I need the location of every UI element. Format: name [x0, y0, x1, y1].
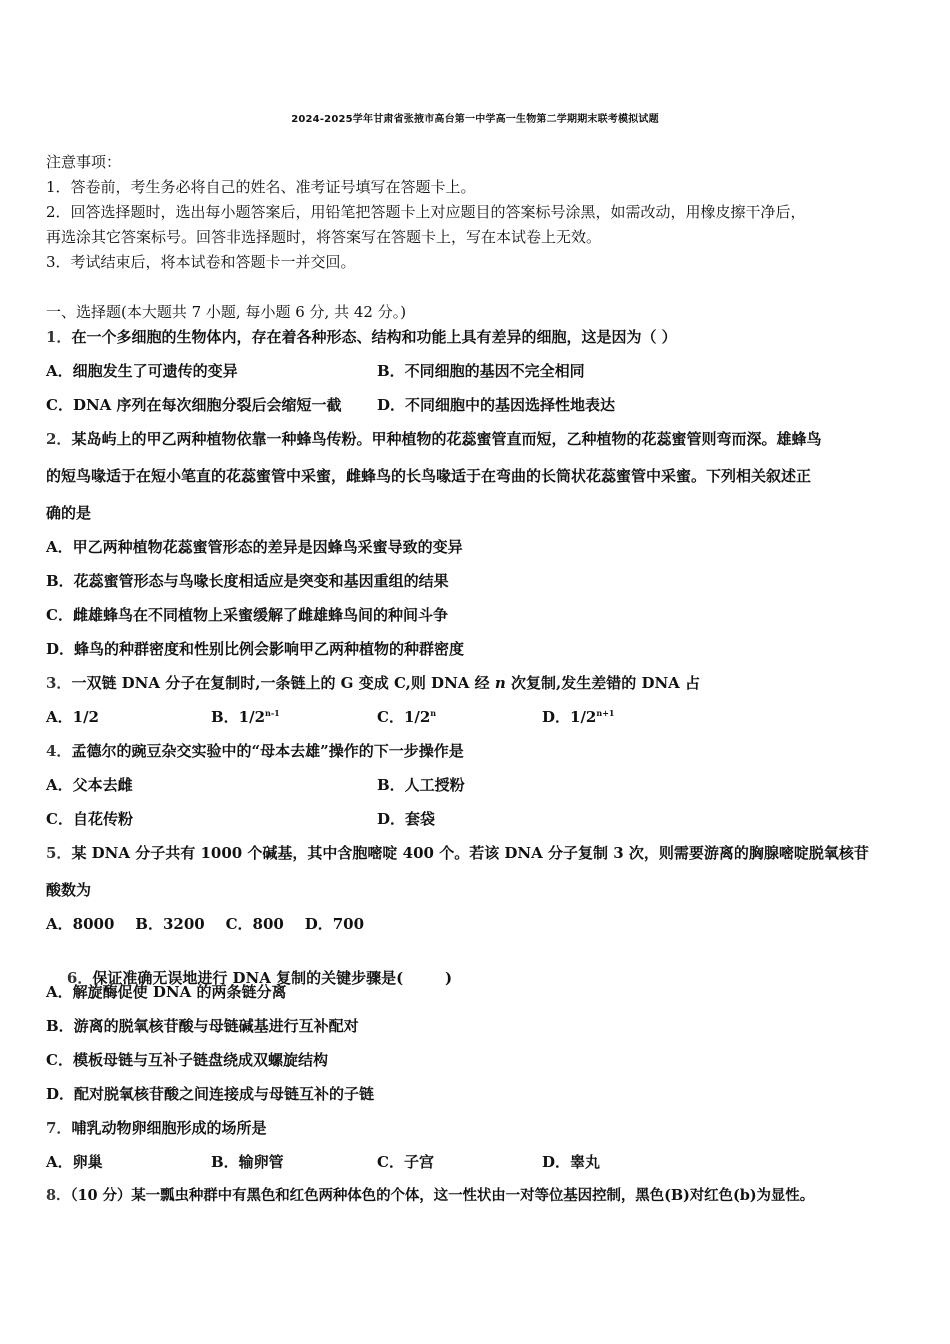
- question-stem: 在一个多细胞的生物体内，存在着各种形态、结构和功能上具有差异的细胞，这是因为（ ）: [71, 328, 677, 346]
- option-text: C．1/2: [377, 708, 431, 726]
- question-number: 6．: [66, 969, 93, 987]
- question-number: 1．: [46, 328, 72, 346]
- question-number: 8．: [46, 1187, 71, 1204]
- option-b: B．人工授粉: [377, 776, 465, 794]
- question-3: [46, 673, 700, 693]
- option-b: B．不同细胞的基因不完全相同: [377, 362, 585, 380]
- question-stem: 保证准确无误地进行 DNA 复制的关键步骤是( ): [92, 969, 453, 987]
- question-7: [46, 1118, 266, 1138]
- question-number: 3．: [46, 674, 72, 692]
- question-stem: 孟德尔的豌豆杂交实验中的“母本去雄”操作的下一步操作是: [71, 742, 464, 760]
- option-a: A．解旋酶促使 DNA 的两条链分离: [46, 983, 287, 1001]
- question-stem: 哺乳动物卵细胞形成的场所是: [71, 1119, 267, 1137]
- options-row: A．8000 B．3200 C．800 D．700: [46, 915, 365, 933]
- option-a: A．1/2: [46, 708, 99, 726]
- option-c: C．模板母链与互补子链盘绕成双螺旋结构: [46, 1051, 328, 1069]
- question-number: 4．: [46, 742, 72, 760]
- option-a: A．细胞发生了可遗传的变异: [46, 362, 238, 380]
- question-number: 5．: [46, 844, 72, 862]
- question-stem-line: 确的是: [46, 504, 92, 522]
- question-stem: 某岛屿上的甲乙两种植物依靠一种蜂鸟传粉。甲种植物的花蕊蜜管直而短，乙种植物的花蕊蜜管则弯而深。雄蜂鸟: [71, 430, 822, 448]
- question-stem-line: 的短鸟喙适于在短小笔直的花蕊蜜管中采蜜，雌蜂鸟的长鸟喙适于在弯曲的长筒状花蕊蜜管中采蜜。下列相关叙述正: [46, 467, 812, 485]
- option-d: [542, 707, 614, 727]
- question-stem: 某 DNA 分子共有 1000 个碱基，其中含胞嘧啶 400 个。若该 DNA 分子复制 3 次，则需要游离的胸腺嘧啶脱氧核苷: [71, 844, 869, 862]
- option-b: B．输卵管: [211, 1153, 284, 1171]
- notice-item: 2．回答选择题时，选出每小题答案后，用铅笔把答题卡上对应题目的答案标号涂黑，如需改动，用橡皮擦干净后，: [46, 203, 806, 221]
- question-stem: 次复制,发生差错的 DNA 占: [505, 674, 701, 692]
- option-b: [211, 707, 280, 727]
- option-a: A．父本去雌: [46, 776, 133, 794]
- option-d: D．配对脱氧核苷酸之间连接成与母链互补的子链: [46, 1085, 375, 1103]
- question-number: 7．: [46, 1119, 72, 1137]
- option-text: D．1/2: [542, 708, 597, 726]
- question-5: [46, 843, 869, 863]
- option-d: D．睾丸: [542, 1153, 601, 1171]
- option-d: D．套袋: [377, 810, 436, 828]
- question-stem: 一双链 DNA 分子在复制时,一条链上的 G 变成 C,则 DNA 经: [71, 674, 495, 692]
- notice-item: 3．考试结束后，将本试卷和答题卡一并交回。: [46, 253, 356, 271]
- question-stem: （10 分）某一瓢虫种群中有黑色和红色两种体色的个体，这一性状由一对等位基因控制，黑色(B)对红色(b)为显性。: [70, 1187, 815, 1204]
- question-stem-line: 酸数为: [46, 881, 92, 899]
- question-2: [46, 429, 821, 449]
- question-8: [46, 1186, 814, 1206]
- question-4: [46, 741, 464, 761]
- question-1: [46, 327, 677, 347]
- section-heading: 一、选择题(本大题共 7 小题, 每小题 6 分, 共 42 分。): [46, 303, 407, 321]
- option-d: D．不同细胞中的基因选择性地表达: [377, 396, 616, 414]
- option-a: A．卵巢: [46, 1153, 103, 1171]
- exponent: n-1: [265, 708, 280, 718]
- notice-heading: 注意事项：: [46, 153, 122, 171]
- variable-n: n: [494, 674, 506, 692]
- option-b: B．游离的脱氧核苷酸与母链碱基进行互补配对: [46, 1017, 359, 1035]
- exponent: n: [430, 708, 437, 718]
- option-b: B．花蕊蜜管形态与鸟喙长度相适应是突变和基因重组的结果: [46, 572, 449, 590]
- option-d: D．蜂鸟的种群密度和性别比例会影响甲乙两种植物的种群密度: [46, 640, 465, 658]
- option-c: C．DNA 序列在每次细胞分裂后会缩短一截: [46, 396, 342, 414]
- exponent: n+1: [596, 708, 615, 718]
- notice-item: 再选涂其它答案标号。回答非选择题时，将答案写在答题卡上，写在本试卷上无效。: [46, 228, 602, 246]
- option-c: [377, 707, 436, 727]
- option-c: C．子宫: [377, 1153, 434, 1171]
- option-c: C．雌雄蜂鸟在不同植物上采蜜缓解了雌雄蜂鸟间的种间斗争: [46, 606, 448, 624]
- page-title: 2024-2025学年甘肃省张掖市高台第一中学高一生物第二学期期末联考模拟试题: [291, 114, 659, 125]
- question-number: 2．: [46, 430, 72, 448]
- notice-item: 1．答卷前，考生务必将自己的姓名、准考证号填写在答题卡上。: [46, 178, 476, 196]
- option-c: C．自花传粉: [46, 810, 133, 828]
- option-text: B．1/2: [211, 708, 266, 726]
- option-a: A．甲乙两种植物花蕊蜜管形态的差异是因蜂鸟采蜜导致的变异: [46, 538, 463, 556]
